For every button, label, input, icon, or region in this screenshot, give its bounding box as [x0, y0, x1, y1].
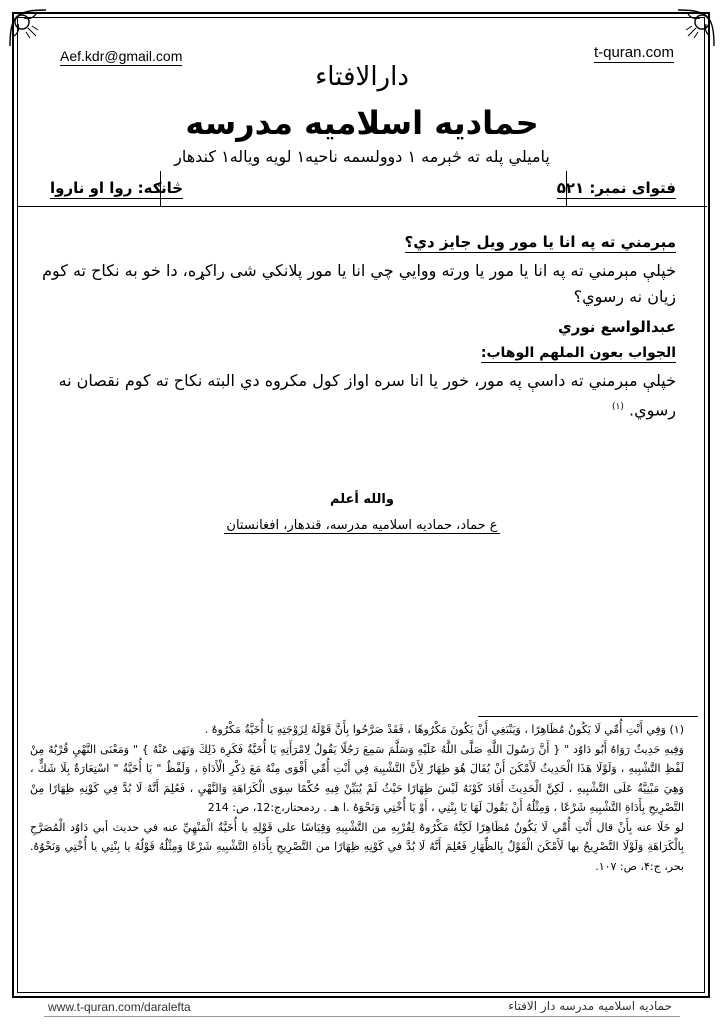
footnote-paragraph: (۱) وَفِي أَنْتِ أُمِّي لَا يَكُونُ مُظَاهِرًا ، وَيَنْبَغِي أَنْ يَكُونَ مَكْرُوهًا ، فَقَدْ صَرَّحُوا بِأَنَّ قَوْلَهُ لِزَوْجَتِهِ يَا أُخَيَّةُ مَكْرُوهٌ . — [204, 723, 684, 736]
signature-text: ع حماد، حمادیه اسلامیه مدرسه، قندهار، افغانستان — [226, 518, 498, 533]
header-divider — [160, 171, 161, 206]
header-divider — [566, 171, 567, 206]
answer-body — [30, 368, 676, 423]
page-title: حمادیه اسلامیه مدرسه — [185, 104, 539, 142]
footer-url[interactable]: www.t-quran.com/daralefta — [48, 1000, 191, 1014]
signature-block — [0, 518, 724, 533]
page-title-top: دارالافتاء — [315, 62, 409, 92]
header-rule — [17, 206, 707, 207]
footnote-ref[interactable]: (۱) — [612, 402, 624, 412]
fatwa-number: فتوای نمبر: ۵۲۱ — [556, 179, 676, 197]
topic-label: څانګه: روا او ناروا — [50, 179, 184, 197]
wallahu-alam: والله أعلم — [330, 492, 394, 507]
footer-label: حمادیه اسلامیه مدرسه دار الافتاء — [508, 999, 672, 1013]
footnote-rule — [478, 716, 698, 717]
footnote-paragraph: لو خَلَا عنه بِأَنْ قال أَنْتِ أُمِّي لَا يَكُونُ مُظَاهِرًا لَكِنَّهُ مَكْرُوهٌ لِقُرْبِهِ من التَّشْبِيهِ وَقِيَاسًا على قَوْلِهِ يا أُخَيَّةُ الْمَنْهِيِّ عنه في حديث أبي دَاوُد الْمُصَرَّحِ بِالْكَرَاهَةِ وَلَوْلَا التَّصْرِيحُ بها لَأَمْكَنَ الْقَوْلُ بِالظِّهَارِ فَعُلِمَ أَنَّهُ لَا بُدَّ في كَوْنِهِ ظِهَارًا من التَّصْرِيحِ بِأَدَاةِ التَّشْبِيهِ شَرْعًا وَمِثْلُهُ قَوْلُهُ يا بِنْتِي يا أُخْتِي وَنَحْوُهُ. بحر، ج:۴، ص: ۱۰۷. — [30, 820, 684, 873]
answer-text: خپلې مېرمني ته داسې په مور، خور يا انا سره اواز کول مکروه دي البته نکاح ته کوم نقصان نه رسوي. — [58, 371, 676, 420]
corner-ornament-icon — [6, 6, 52, 52]
footnotes — [30, 720, 684, 876]
contact-email[interactable]: Aef.kdr@gmail.com — [60, 48, 183, 64]
address-line: پامیلي پله ته څېرمه ۱ دوولسمه ناحیه۱ لویه ویاله۱ کندهار — [174, 147, 550, 166]
question-heading: مېرمني ته په انا يا مور ويل جايز دي؟ — [404, 233, 676, 251]
corner-ornament-icon — [672, 6, 718, 52]
question-body: خپلې مېرمني ته په انا يا مور يا ورته ووايي چي انا يا مور پلانکي شی راکړه، دا خو به نکاح ته کوم زيان نه رسوي؟ — [42, 261, 676, 306]
footnote-paragraph: وَفِيهِ حَدِيثٌ رَوَاهُ أَبُو دَاوُد " { أَنَّ رَسُولَ اللَّهِ صَلَّى اللَّهُ عَلَيْهِ وَسَلَّمَ سَمِعَ رَجُلًا يَقُولُ لِامْرَأَتِهِ يَا أُخَيَّةُ فَكَرِهَ ذَلِكَ وَنَهَى عَنْهُ } " وَمَعْنَى النَّهْيِ قُرْبُهُ مِنْ لَفْظِ التَّشْبِيهِ ، وَلَوْلَا هَذَا الْحَدِيثُ لَأَمْكَنَ أَنْ يُقَالَ هُوَ ظِهَارٌ لِأَنَّ التَّشْبِيهَ فِي أَنْتِ أُمِّي أَقْوَى مِنْهُ مَعَ ذِكْرِ الْأَدَاةِ ، وَلَفْظُ " يَا أُخَيَّةُ " اسْتِعَارَةٌ بِلَا شَكٍّ ، وَهِيَ مَبْنِيَّةٌ عَلَى التَّشْبِيهِ ، لَكِنَّ الْحَدِيثَ أَفَادَ كَوْنَهُ لَيْسَ ظِهَارًا حَيْثُ لَمْ يُبَيِّنْ فِيهِ حُكْمًا سِوَى الْكَرَاهَةِ وَالنَّهْيِ ، فَعُلِمَ أَنَّهُ لَا بُدَّ فِي كَوْنِهِ ظِهَارًا مِنْ التَّصْرِيحِ بِأَدَاةِ التَّشْبِيهِ شَرْعًا ، وَمِثْلُهُ أَنْ يَقُولَ لَهَا يَا بِنْتِي ، أَوْ يَا أُخْتِي وَنَحْوَهُ .ا هـ . ردمحتار،ج:12، ص: 214 — [30, 742, 684, 814]
footer-rule — [44, 1016, 680, 1017]
answer-heading: الجواب بعون الملهم الوهاب: — [480, 345, 676, 361]
website-link[interactable]: t-quran.com — [593, 44, 674, 61]
asker-name: عبدالواسع نوري — [558, 318, 676, 336]
